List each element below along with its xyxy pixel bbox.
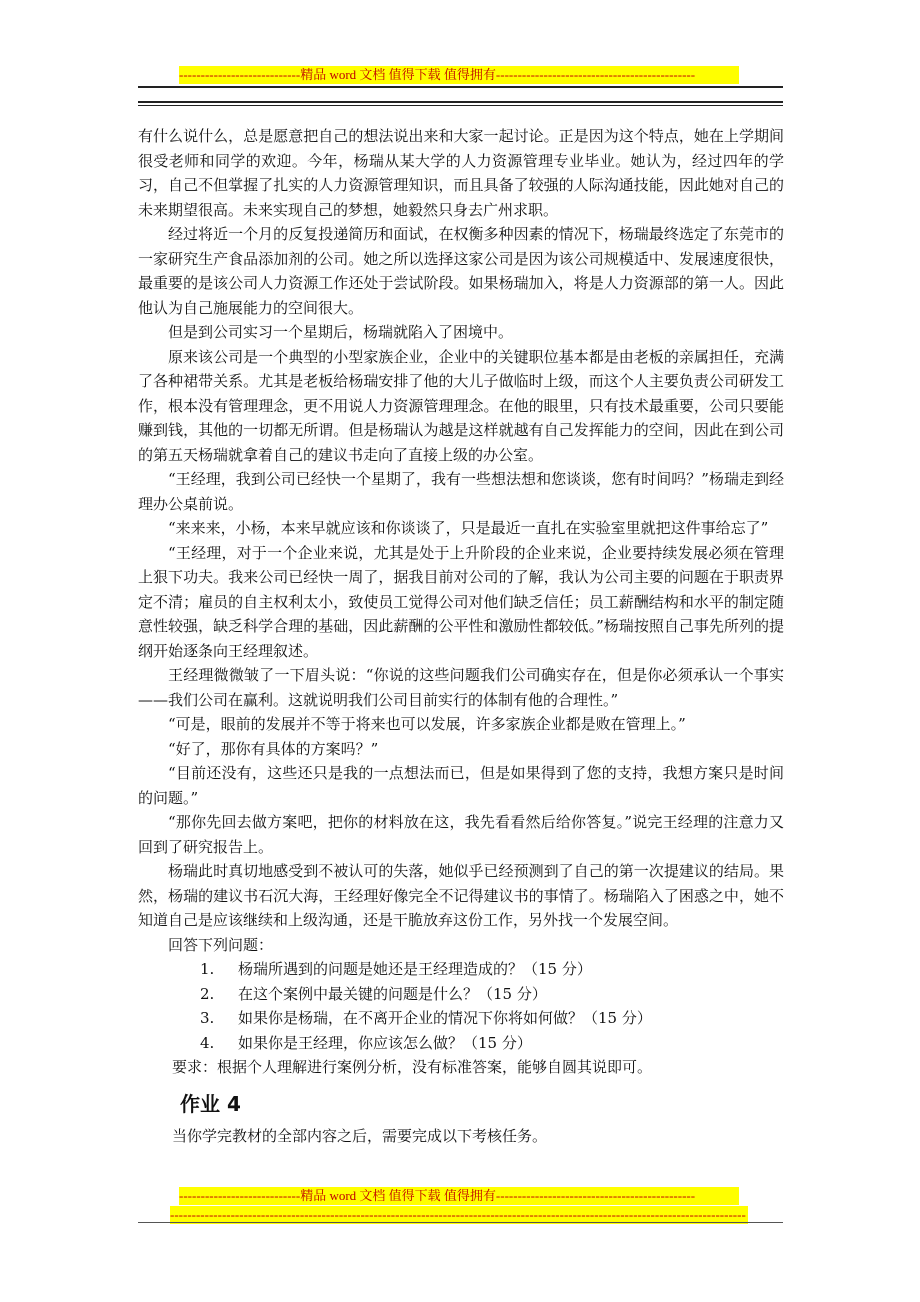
paragraph: “好了，那你有具体的方案吗？” (168, 739, 379, 758)
section-intro: 当你学完教材的全部内容之后，需要完成以下考核任务。 (172, 1126, 548, 1145)
footer-dash-line: ------------------------------------------------------------------------------------------------------------------------------------- (170, 1206, 748, 1224)
header-rule (138, 86, 783, 88)
question-item (138, 1006, 784, 1031)
paragraph: 经过将近一个月的反复投递简历和面试，在权衡多种因素的情况下，杨瑞最终选定了东莞市的一家研究生产食品添加剂的公司。她之所以选择这家公司是因为该公司规模适中、发展速度很快，最重要的是该公司人力资源工作还处于尝试阶段。如果杨瑞加入，将是人力资源部的第一人。因此他认为自己施展能力的空间很大。 (138, 225, 784, 317)
paragraph: 杨瑞此时真切地感受到不被认可的失落，她似乎已经预测到了自己的第一次提建议的结局。果然，杨瑞的建议书石沉大海，王经理好像完全不记得建议书的事情了。杨瑞陷入了困惑之中，她不知道自己是应该继续和上级沟通，还是干脆放弃这份工作，另外找一个发展空间。 (138, 862, 784, 929)
question-number: 1. (200, 960, 215, 978)
question-list (138, 957, 784, 1055)
question-item (138, 982, 784, 1007)
document-body (138, 124, 784, 1148)
paragraph: “王经理，对于一个企业来说，尤其是处于上升阶段的企业来说，企业要持续发展必须在管理上狠下功夫。我来公司已经快一周了，据我目前对公司的了解，我认为公司主要的问题在于职责界定不清；雇员的自主权利太小，致使员工觉得公司对他们缺乏信任；员工薪酬结构和水平的制定随意性较强，缺乏科学合理的基础，因此薪酬的公平性和激励性都较低。”杨瑞按照自己事先所列的提纲开始逐条向王经理叙述。 (138, 543, 784, 660)
header-double-rule-lower (138, 105, 783, 106)
question-text: 杨瑞所遇到的问题是她还是王经理造成的？（15 分） (238, 960, 592, 978)
question-number: 3. (200, 1009, 215, 1027)
question-text: 在这个案例中最关键的问题是什么？（15 分） (238, 984, 547, 1003)
paragraph: “来来来，小杨，本来早就应该和你谈谈了，只是最近一直扎在实验室里就把这件事给忘了” (168, 519, 769, 537)
question-item (138, 957, 784, 982)
question-number: 4. (200, 1033, 215, 1052)
question-text: 如果你是杨瑞，在不离开企业的情况下你将如何做？（15 分） (238, 1009, 652, 1027)
paragraph: “目前还没有，这些还只是我的一点想法而已，但是如果得到了您的支持，我想方案只是时间的问题。” (138, 764, 784, 807)
question-item (138, 1031, 784, 1056)
question-number: 2. (200, 984, 215, 1003)
paragraph: 王经理微微皱了一下眉头说：“你说的这些问题我们公司确实存在，但是你必须承认一个事实——我们公司在赢利。这就说明我们公司目前实行的体制有他的合理性。” (138, 666, 784, 709)
paragraph: 原来该公司是一个典型的小型家族企业，企业中的关键职位基本都是由老板的亲属担任，充满了各种裙带关系。尤其是老板给杨瑞安排了他的大儿子做临时上级，而这个人主要负责公司研发工作，根本没有管理理念，更不用说人力资源管理理念。在他的眼里，只有技术最重要，公司只要能赚到钱，其他的一切都无所谓。但是杨瑞认为越是这样就越有自己发挥能力的空间，因此在到公司的第五天杨瑞就拿着自己的建议书走向了直接上级的办公室。 (138, 347, 784, 464)
paragraph: “那你先回去做方案吧，把你的材料放在这，我先看看然后给你答复。”说完王经理的注意力又回到了研究报告上。 (138, 813, 784, 856)
question-text: 如果你是王经理，你应该怎么做？（15 分） (238, 1033, 532, 1052)
paragraph: 有什么说什么，总是愿意把自己的想法说出来和大家一起讨论。正是因为这个特点，她在上学期间很受老师和同学的欢迎。今年，杨瑞从某大学的人力资源管理专业毕业。她认为，经过四年的学习，自己不但掌握了扎实的人力资源管理知识，而且具备了较强的人际沟通技能，因此她对自己的未来期望很高。未来实现自己的梦想，她毅然只身去广州求职。 (138, 127, 784, 219)
paragraph: “可是，眼前的发展并不等于将来也可以发展，许多家族企业都是败在管理上。” (168, 715, 686, 733)
requirement-note: 要求：根据个人理解进行案例分析，没有标准答案，能够自圆其说即可。 (172, 1058, 653, 1076)
questions-heading: 回答下列问题： (168, 935, 274, 954)
header-double-rule-upper (138, 101, 783, 103)
header-banner: ----------------------------精品 word 文档 值得下载 值得拥有---------------------------------------------- (179, 66, 739, 84)
paragraph: 但是到公司实习一个星期后，杨瑞就陷入了困境中。 (168, 323, 514, 341)
footer-banner: ----------------------------精品 word 文档 值得下载 值得拥有---------------------------------------------- (179, 1187, 739, 1205)
footer-rule (138, 1222, 783, 1223)
paragraph: “王经理，我到公司已经快一个星期了，我有一些想法想和您谈谈，您有时间吗？”杨瑞走到经理办公桌前说。 (138, 470, 784, 513)
section-title: 作业 4 (180, 1091, 241, 1116)
